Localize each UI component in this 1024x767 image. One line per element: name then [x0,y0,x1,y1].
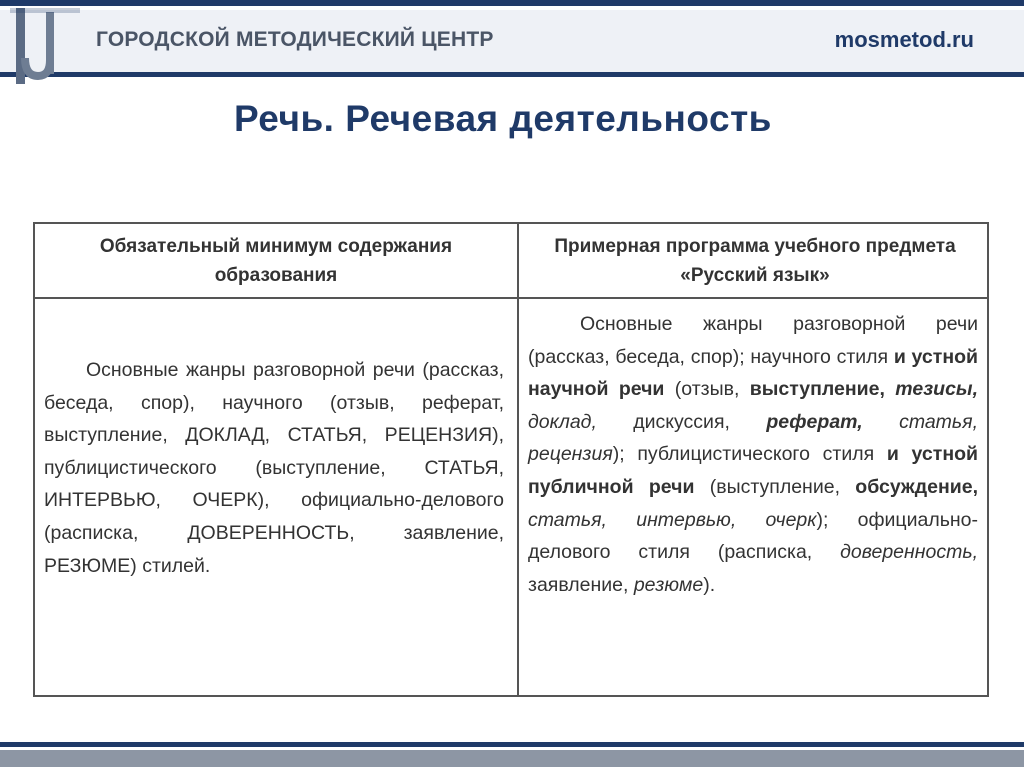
footer-stripe [0,742,1024,747]
cell-program-text: Основные жанры разговорной речи (рассказ, беседа, спор); научного стиля и устной научной речи (отзыв, выступление, тезисы, доклад, дискуссия, реферат, статья, рецензия); публицистического стиля и устной публичной речи (выступление, обсуждение, статья, интервью, очерк); официально-делового стиля (расписка, доверенность, заявление, резюме). [528,313,979,596]
mu-letter-logo-icon [6,2,82,88]
page-title: Речь. Речевая деятельность [234,98,772,139]
footer-bar [0,750,1024,767]
comparison-table [33,222,989,697]
header-divider [35,297,987,299]
cell-program-content [528,308,978,601]
organization-name: ГОРОДСКОЙ МЕТОДИЧЕСКИЙ ЦЕНТР [96,28,494,51]
header-top-stripe [0,0,1024,6]
column-header-program: Примерная программа учебного предмета «Русский язык» [554,236,956,286]
column-header-minimum: Обязательный минимум содержания образования [99,236,453,286]
cell-minimum-text: Основные жанры разговорной речи (рассказ, беседа, спор), научного (отзыв, реферат, выступление, ДОКЛАД, СТАТЬЯ, РЕЦЕНЗИЯ), публицистического (выступление, СТАТЬЯ, ИНТЕРВЬЮ, ОЧЕРК), официально-делового (расписка, ДОВЕРЕННОСТЬ, заявление, РЕЗЮМЕ) стилей. [44,359,504,577]
cell-minimum-content [44,354,504,582]
site-url[interactable]: mosmetod.ru [834,27,974,52]
header-bottom-stripe [0,72,1024,77]
column-divider [517,224,519,695]
